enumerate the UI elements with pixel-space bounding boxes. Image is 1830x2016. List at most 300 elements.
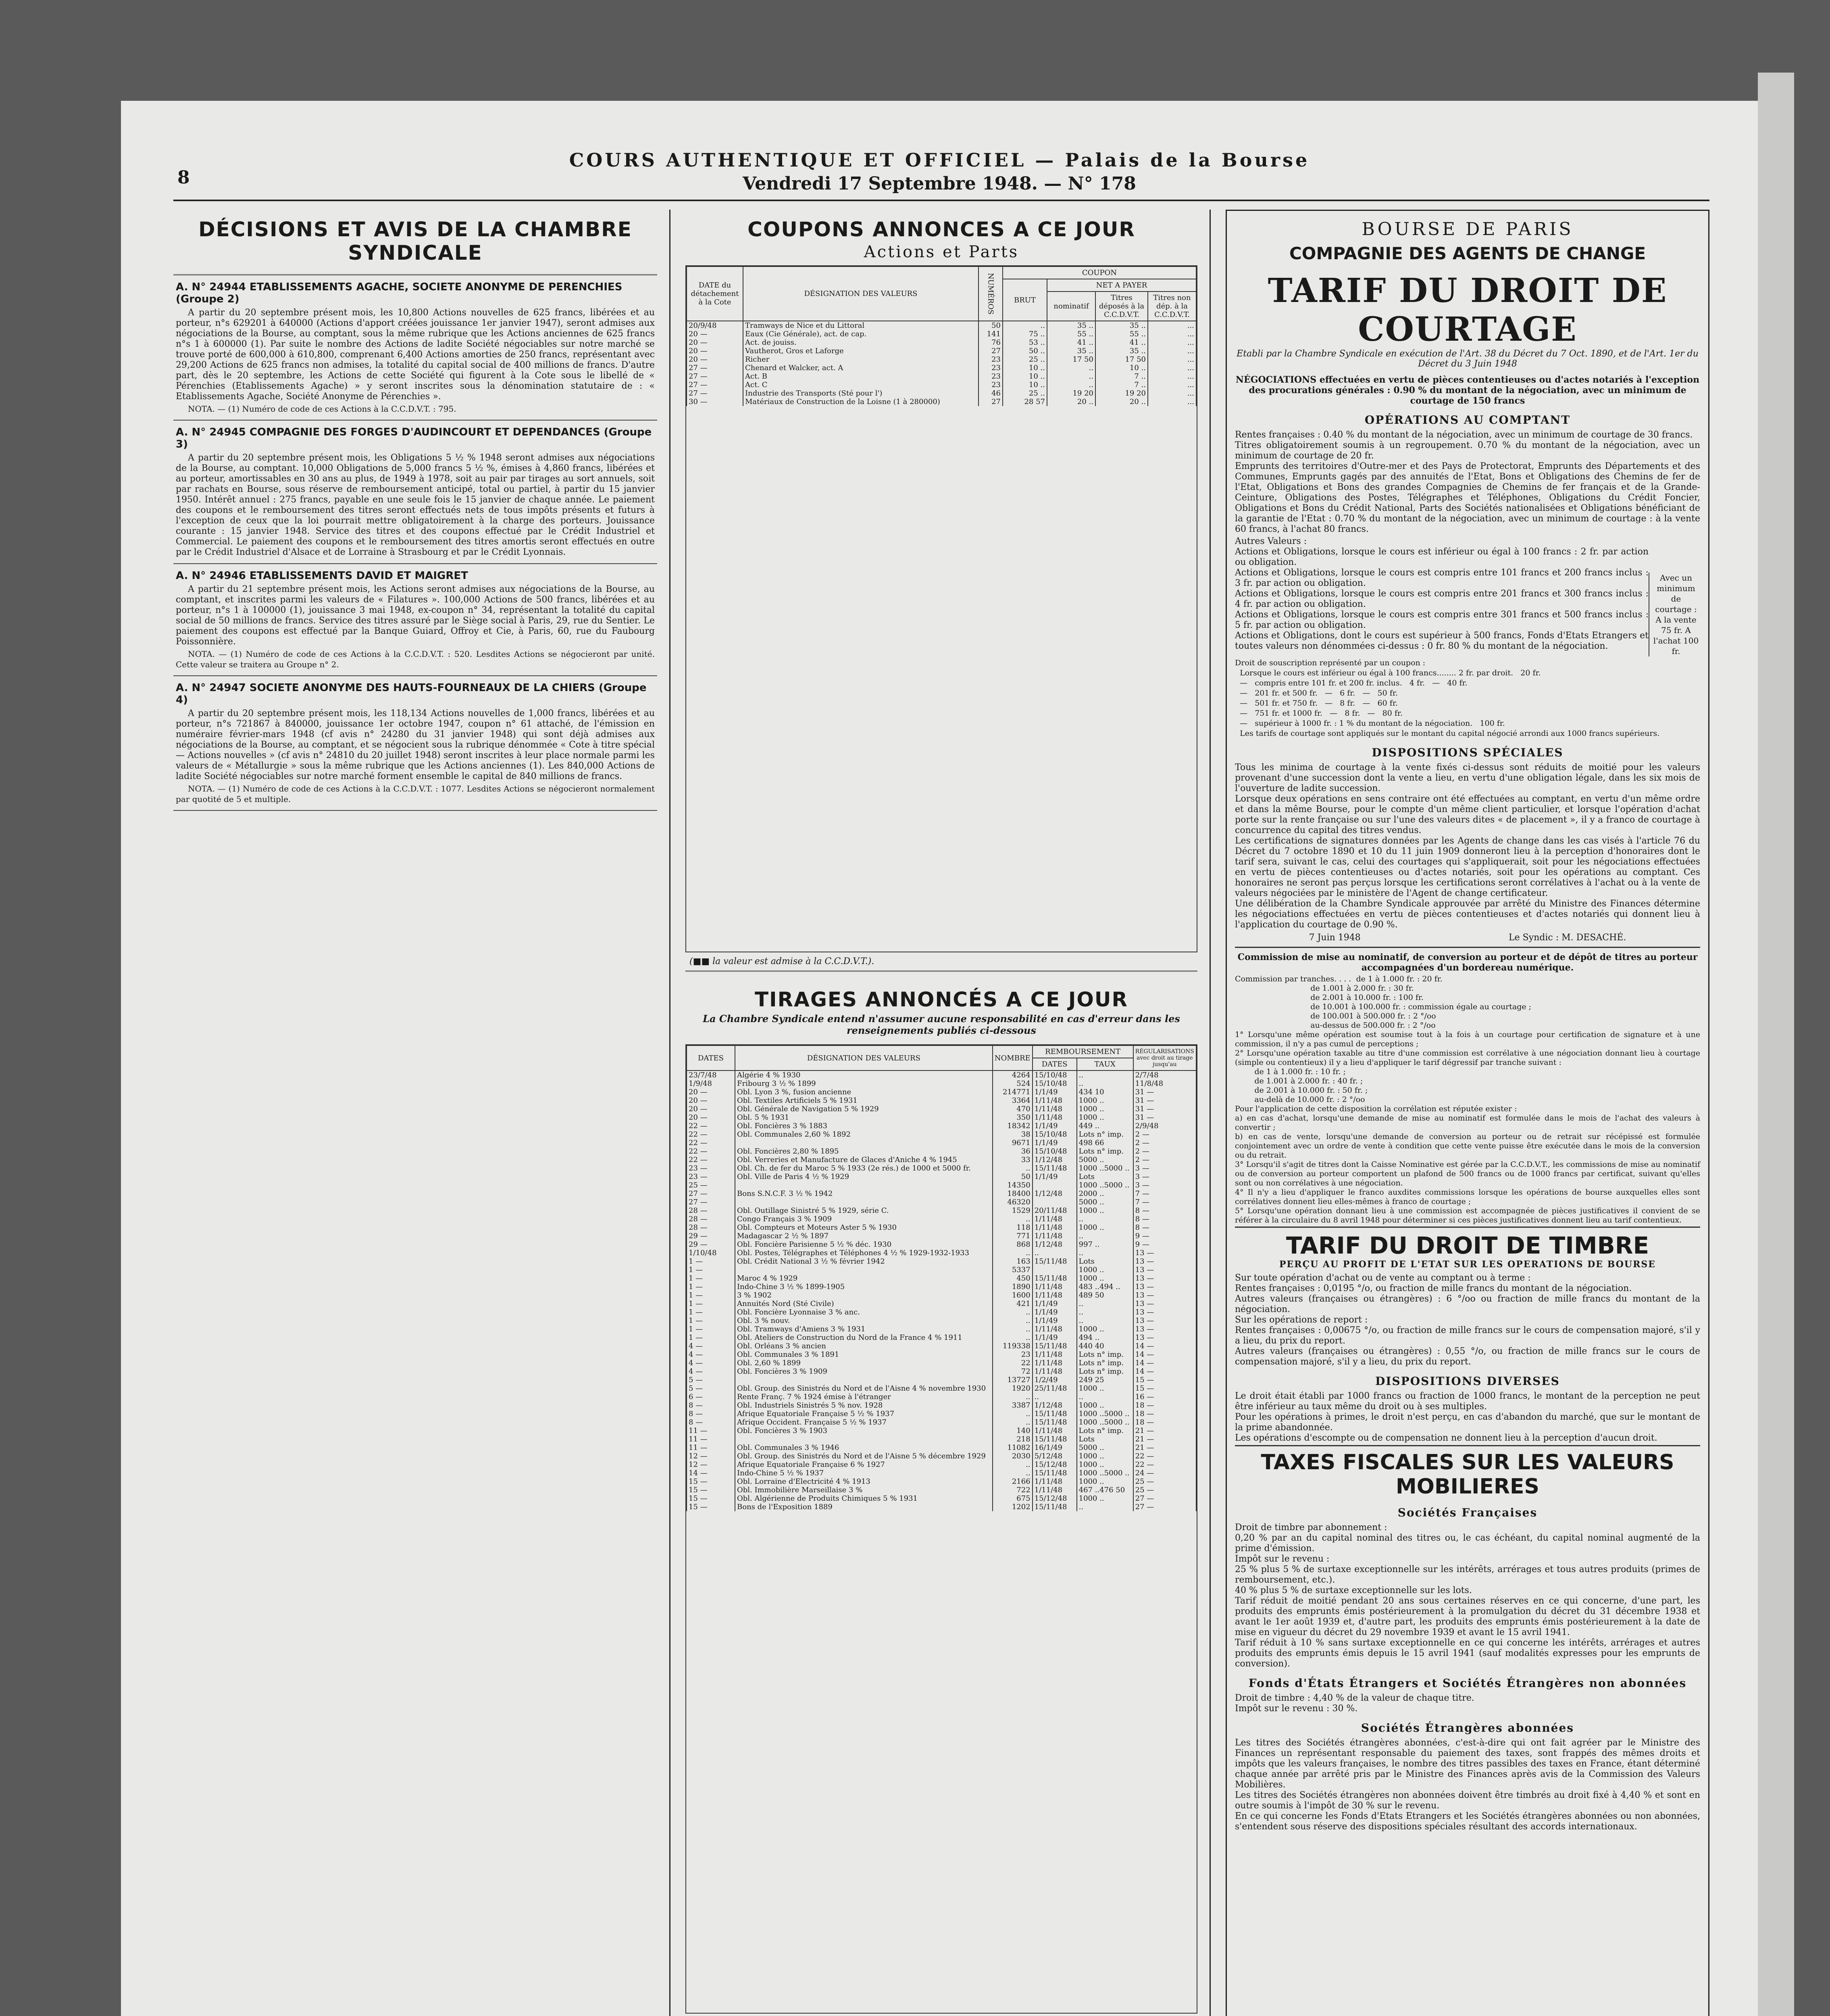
tirage-cell: 18 —: [1133, 1401, 1196, 1410]
tirage-row: [687, 1342, 1196, 1350]
coupon-row: [687, 372, 1196, 381]
coupon-cell: Act. C: [743, 381, 978, 389]
tirage-cell: Obl. Industriels Sinistrés 5 % nov. 1928: [735, 1401, 993, 1410]
tirage-cell: 13 —: [1133, 1266, 1196, 1274]
tirage-cell: 5 —: [687, 1384, 735, 1393]
tirage-cell: 13 —: [1133, 1257, 1196, 1266]
signature-date: 7 Juin 1948: [1309, 933, 1361, 943]
tirage-cell: 13 —: [1133, 1325, 1196, 1333]
coupons-title: COUPONS ANNONCES A CE JOUR: [747, 218, 1135, 241]
tirage-cell: [1033, 1266, 1077, 1274]
tirage-cell: Lots n° imp.: [1077, 1359, 1133, 1367]
tirage-cell: 22 —: [687, 1147, 735, 1156]
operations-text: Rentes françaises : 0.40 % du montant de la négociation, avec un minimum de courtage de 30 francs. Titres obligatoirement soumis à un regroupement. 0.70 % du montant de la négociation, avec un minimum de courtage de 20 fr. Emprunts des territoires d'Outre-mer et des Pays de Protectorat, Emprunts des Départements et des Communes, Emprunts gagés par des annuités de l'Etat, Bons et Obligations des Chemins de fer de l'Etat, Obligations et Bons des grandes Compagnies de Chemins de fer français et de la Grande-Ceinture, Obligations des Postes, Télégraphes et Téléphones, Obligations du Crédit Foncier, Obligations et Bons du Crédit National, Parts des Sociétés nationalisées et Obligations bénéficiant de la garantie de l'Etat : 0.70 % du montant de la négociation, avec un minimum de courtage : à la vente 60 francs, à l'achat 80 francs.: [1235, 430, 1700, 534]
tirage-cell: 1000 ..: [1077, 1274, 1133, 1283]
coupon-cell: ...: [1148, 364, 1196, 372]
tirage-cell: 1920: [993, 1384, 1033, 1393]
tirage-cell: 28 —: [687, 1223, 735, 1232]
tirage-cell: 1000 ..: [1077, 1096, 1133, 1105]
tirage-cell: 15/10/48: [1033, 1130, 1077, 1139]
decisions-list: [173, 275, 657, 811]
tirage-row: [687, 1418, 1196, 1427]
tirage-cell: 1000 ..: [1077, 1384, 1133, 1393]
coupon-cell: 35 ..: [1047, 321, 1095, 330]
tirage-cell: ..: [1077, 1232, 1133, 1240]
bourse-heading: BOURSE DE PARIS: [1362, 219, 1574, 240]
tirage-cell: 15 —: [1133, 1376, 1196, 1384]
tirage-cell: 22 —: [687, 1122, 735, 1130]
page-number: 8: [177, 167, 190, 188]
tirage-cell: 467 ..476 50: [1077, 1486, 1133, 1494]
tirage-cell: 21 —: [1133, 1435, 1196, 1443]
tirage-cell: 1/1/49: [1033, 1333, 1077, 1342]
tirage-cell: 8 —: [687, 1418, 735, 1427]
tirage-cell: Fribourg 3 ½ % 1899: [735, 1079, 993, 1088]
tirage-cell: 1/11/48: [1033, 1113, 1077, 1122]
tirage-cell: 1/1/49: [1033, 1316, 1077, 1325]
tirage-cell: 27 —: [1133, 1494, 1196, 1503]
tirage-cell: 7 —: [1133, 1189, 1196, 1198]
tirage-cell: 1 —: [687, 1283, 735, 1291]
coupon-cell: 35 ..: [1047, 347, 1095, 355]
masthead-date: Vendredi 17 Septembre 1948. — N° 178: [743, 173, 1136, 194]
tirage-cell: 27 —: [687, 1189, 735, 1198]
tirage-cell: 5 —: [687, 1376, 735, 1384]
tirage-cell: Rente Franç. 7 % 1924 émise à l'étranger: [735, 1393, 993, 1401]
tirage-row: [687, 1376, 1196, 1384]
tirage-cell: 1 —: [687, 1291, 735, 1300]
coupon-cell: ..: [1047, 372, 1095, 381]
tirage-cell: [735, 1376, 993, 1384]
tirage-cell: 524: [993, 1079, 1033, 1088]
coupon-cell: ..: [1047, 364, 1095, 372]
minimum-note: Avec un minimum de courtage : A la vente 75 fr. A l'achat 100 fr.: [1649, 573, 1700, 656]
coupon-cell: 20 —: [687, 347, 743, 355]
tirage-cell: 218: [993, 1435, 1033, 1443]
tirage-cell: 20 —: [687, 1113, 735, 1122]
tirage-row: [687, 1435, 1196, 1443]
tirage-cell: 1000 ..: [1077, 1206, 1133, 1215]
operations-title: OPÉRATIONS AU COMPTANT: [1364, 413, 1571, 427]
coupon-cell: 23: [978, 381, 1003, 389]
tirage-row: [687, 1096, 1196, 1105]
tirage-cell: 1/11/48: [1033, 1477, 1077, 1486]
tirage-cell: 46320: [993, 1198, 1033, 1206]
tirage-row: [687, 1333, 1196, 1342]
tirage-cell: Afrique Equatoriale Française 5 ½ % 1937: [735, 1410, 993, 1418]
tirage-cell: Lots n° imp.: [1077, 1427, 1133, 1435]
coupon-cell: 35 ..: [1095, 347, 1148, 355]
tirage-cell: 23 —: [687, 1164, 735, 1173]
column-decisions: [173, 210, 657, 2016]
tirage-cell: Lots n° imp.: [1077, 1147, 1133, 1156]
tirage-cell: 14 —: [1133, 1359, 1196, 1367]
tirage-row: [687, 1469, 1196, 1477]
tirage-cell: 771: [993, 1232, 1033, 1240]
signature-line: [1235, 933, 1700, 943]
tirage-cell: 1000 ..: [1077, 1266, 1133, 1274]
tirage-row: [687, 1266, 1196, 1274]
dispositions-text: Tous les minima de courtage à la vente fixés ci-dessus sont réduits de moitié pour les valeurs provenant d'une succession dont la vente a lieu, en vertu d'une obligation légale, dans les six mois de l'ouverture de ladite succession. Lorsque deux opérations en sens contraire ont été effectuées au comptant, en vertu d'un même ordre et dans la même Bourse, pour le compte d'un même client particulier, et lorsque l'opération d'achat porte sur la rente française ou sur l'une des valeurs dites « de placement », il y a franco de courtage à concurrence du capital des titres vendus. Les certifications de signatures données par les Agents de change dans les cas visés à l'article 76 du Décret du 7 octobre 1890 et 10 du 11 juin 1909 donneront lieu à la perception d'honoraires dont le tarif sera, suivant le cas, celui des courtages qui s'appliquerait, soit pour les négociations effectuées en vertu de pièces contentieuses ou d'actes notariés, soit pour les opérations au comptant. Ces honoraires ne seront pas perçus lorsque les certifications seront corrélatives à l'achat ou à la vente de valeurs négociées par le ministère de l'Agent de change certificateur. Une délibération de la Chambre Syndicale approuvée par arrêté du Ministre des Finances détermine les négociations effectuées en vertu de pièces contentieuses et d'actes notariés qui donnent lieu à l'application du courtage de 0.90 %.: [1235, 762, 1700, 930]
tirage-cell: 483 ..494 ..: [1077, 1283, 1133, 1291]
tirage-cell: ..: [1077, 1215, 1133, 1223]
coupon-cell: 27: [978, 398, 1003, 406]
tirage-cell: 440 40: [1077, 1342, 1133, 1350]
tirage-cell: Maroc 4 % 1929: [735, 1274, 993, 1283]
tirage-cell: Bons S.N.C.F. 3 ½ % 1942: [735, 1189, 993, 1198]
tirage-cell: Indo-Chine 3 ½ % 1899-1905: [735, 1283, 993, 1291]
tirage-cell: 2/7/48: [1133, 1070, 1196, 1079]
tirage-cell: Lots: [1077, 1173, 1133, 1181]
tirage-cell: 7 —: [1133, 1198, 1196, 1206]
tirage-cell: 3364: [993, 1096, 1033, 1105]
tirage-cell: 1/1/49: [1033, 1088, 1077, 1096]
coupons-header-brut: BRUT: [1003, 279, 1047, 321]
tirage-cell: 450: [993, 1274, 1033, 1283]
tirage-cell: 18 —: [1133, 1418, 1196, 1427]
tirage-cell: 50: [993, 1173, 1033, 1181]
tirage-cell: 1000 ..5000 ..: [1077, 1418, 1133, 1427]
tirage-cell: 36: [993, 1147, 1033, 1156]
tirage-row: [687, 1215, 1196, 1223]
coupon-cell: ...: [1148, 347, 1196, 355]
coupon-row: [687, 330, 1196, 338]
tirage-cell: 1529: [993, 1206, 1033, 1215]
tirage-cell: Algérie 4 % 1930: [735, 1070, 993, 1079]
tirage-cell: ..: [993, 1215, 1033, 1223]
coupon-cell: Matériaux de Construction de la Loisne (1 à 280000): [743, 398, 978, 406]
column-coupons-tirages: [685, 210, 1197, 2016]
tirage-cell: 1/12/48: [1033, 1401, 1077, 1410]
commission-text: Commission par tranches. . . . de 1 à 1.000 fr. : 20 fr. de 1.001 à 2.000 fr. : 30 fr. de 2.001 à 10.000 fr. : 100 fr. de 10.001 à 100.000 fr. : commission égale au courtage ; de 100.001 à 500.000 fr. : 2 °/oo au-dessus de 500.000 fr. : 2 °/oo 1° Lorsqu'une même opération est soumise tout à la fois à un courtage pour certification de signature et à une commission, il n'y a pas cumul de perceptions ; 2° Lorsqu'une opération taxable au titre d'une commission est corrélative à une négociation donnant lieu à courtage (simple ou contentieux) il y a lieu d'appliquer le tarif dégressif par tranche suivant : de 1 à 1.000 fr. : 10 fr. ; de 1.001 à 2.000 fr. : 40 fr. ; de 2.001 à 10.000 fr. : 50 fr. ; au-delà de 10.000 fr. : 2 °/oo Pour l'application de cette disposition la corrélation est réputée exister : a) en cas d'achat, lorsqu'une demande de mise au nominatif est formulée dans le mois de l'achat des valeurs à convertir ; b) en cas de vente, lorsqu'une demande de conversion au porteur ou de retrait sur récépissé est formulée conjointement avec un ordre de vente à condition que cette vente puisse être exécutée dans le mois de la conversion ou du retrait. 3° Lorsqu'il s'agit de titres dont la Caisse Nominative est gérée par la C.C.D.V.T., les commissions de mise au nominatif ou de conversion au porteur comportent un plafond de 500 francs ou de 1000 francs par certificat, suivant qu'elles sont ou non corrélatives à une négociation. 4° Il n'y a lieu d'appliquer le franco auxdites commissions lorsque les opérations de bourse auxquelles elles sont corrélatives donnent lieu elles-mêmes à franco de courtage ; 5° Lorsqu'une opération donnant lieu à une commission est accompagnée de pièces justificatives il convient de se référer à la circulaire du 8 avril 1948 pour déterminer si ces pièces justificatives donnent lieu au tarif contentieux.: [1235, 975, 1700, 1225]
decision-nota: NOTA. — (1) Numéro de code de ces Actions à la C.C.D.V.T. : 795.: [188, 404, 456, 414]
decision-heading: A. N° 24944 ETABLISSEMENTS AGACHE, SOCIETE ANONYME DE PERENCHIES (Groupe 2): [176, 281, 622, 305]
coupon-cell: 25 ..: [1003, 355, 1047, 364]
tarif-courtage-subtitle: Etabli par la Chambre Syndicale en exécution de l'Art. 38 du Décret du 7 Oct. 1890, et de l'Art. 1er du Décret du 3 Juin 1948: [1237, 349, 1699, 369]
tirage-cell: Obl. Orléans 3 % ancien: [735, 1342, 993, 1350]
tirage-cell: 1000 ..5000 ..: [1077, 1164, 1133, 1173]
tirage-cell: 1000 ..: [1077, 1105, 1133, 1113]
tirage-cell: Obl. Foncières 3 % 1883: [735, 1122, 993, 1130]
tirage-cell: 13727: [993, 1376, 1033, 1384]
tirage-cell: 1000 ..5000 ..: [1077, 1410, 1133, 1418]
decision-body: A partir du 21 septembre présent mois, les Actions seront admises aux négociations de la Bourse, au comptant, et inscrites parmi les valeurs de « Filatures ». 100,000 Actions de 500 francs, libérées et au porteur, n°s 1 à 100000 (1), jouissance 3 mai 1948, ex-coupon n° 34, représentant la totalité du capital social de 50 millions de francs. Service des titres assuré par le Siège social à Paris, 29, rue du Sentier. Le paiement des coupons est effectué par la Banque Guiard, Offroy et Cie, à Paris, 60, rue du Faubourg Poissonnière.: [176, 584, 655, 647]
tirage-cell: 1000 ..: [1077, 1452, 1133, 1460]
commission-block: [1235, 947, 1700, 1225]
tirage-cell: 1/1/49: [1033, 1122, 1077, 1130]
tirage-cell: 1/11/48: [1033, 1367, 1077, 1376]
taxes-title: TAXES FISCALES SUR LES VALEURS MOBILIERES: [1261, 1450, 1674, 1499]
tirage-cell: 1/1/49: [1033, 1173, 1077, 1181]
tirage-cell: ..: [993, 1325, 1033, 1333]
coupon-cell: 55 ..: [1047, 330, 1095, 338]
tirage-cell: Obl. Tramways d'Amiens 3 % 1931: [735, 1325, 993, 1333]
coupon-cell: ..: [1003, 321, 1047, 330]
coupons-subtitle: Actions et Parts: [864, 243, 1019, 261]
tirage-cell: 421: [993, 1300, 1033, 1308]
tirage-row: [687, 1139, 1196, 1147]
tirage-row: [687, 1156, 1196, 1164]
decision-nota: NOTA. — (1) Numéro de code de ces Actions à la C.C.D.V.T. : 520. Lesdites Actions se négocieront par unité. Cette valeur se traitera au Groupe n° 2.: [176, 649, 655, 669]
tirage-cell: 16/1/49: [1033, 1443, 1077, 1452]
tirage-cell: 15 —: [687, 1486, 735, 1494]
tirage-cell: 140: [993, 1427, 1033, 1435]
tirage-cell: 11/8/48: [1133, 1079, 1196, 1088]
coupon-cell: 46: [978, 389, 1003, 398]
fonds-title: Fonds d'États Étrangers et Sociétés Étrangères non abonnées: [1248, 1677, 1687, 1690]
tirage-cell: 1 —: [687, 1308, 735, 1316]
coupon-cell: 75 ..: [1003, 330, 1047, 338]
tirage-cell: 9671: [993, 1139, 1033, 1147]
tirage-cell: 38: [993, 1130, 1033, 1139]
tirage-cell: 1000 ..: [1077, 1460, 1133, 1469]
tirage-cell: 722: [993, 1486, 1033, 1494]
tirage-cell: 5/12/48: [1033, 1452, 1077, 1460]
tirage-row: [687, 1427, 1196, 1435]
coupon-cell: ...: [1148, 330, 1196, 338]
tirage-cell: 21 —: [1133, 1427, 1196, 1435]
tirage-cell: Lots: [1077, 1435, 1133, 1443]
tirage-cell: [735, 1435, 993, 1443]
coupon-cell: 27 —: [687, 372, 743, 381]
tirage-cell: 1/2/49: [1033, 1376, 1077, 1384]
tirage-cell: 24 —: [1133, 1469, 1196, 1477]
tirage-cell: 14350: [993, 1181, 1033, 1189]
tirage-row: [687, 1257, 1196, 1266]
tirage-row: [687, 1274, 1196, 1283]
coupon-cell: 23: [978, 372, 1003, 381]
tirage-cell: 1890: [993, 1283, 1033, 1291]
tirage-cell: 6 —: [687, 1393, 735, 1401]
tirage-row: [687, 1088, 1196, 1096]
autres-valeurs-text: Autres Valeurs : Actions et Obligations, lorsque le cours est inférieur ou égal à 100 francs : 2 fr. par action ou obligation. Actions et Obligations, lorsque le cours est compris entre 101 francs et 200 francs inclus : 3 fr. par action ou obligation. Actions et Obligations, lorsque le cours est compris entre 201 francs et 300 francs inclus : 4 fr. par action ou obligation. Actions et Obligations, lorsque le cours est compris entre 301 francs et 500 francs inclus : 5 fr. par action ou obligation. Actions et Obligations, dont le cours est supérieur à 500 francs, Fonds d'Etats Etrangers et toutes valeurs non dénommées ci-dessus : 0 fr. 80 % du montant de la négociation.: [1235, 536, 1649, 651]
tirage-cell: 14 —: [1133, 1367, 1196, 1376]
tirage-cell: 15 —: [1133, 1384, 1196, 1393]
tirage-cell: 18400: [993, 1189, 1033, 1198]
tirage-cell: 22 —: [1133, 1460, 1196, 1469]
tirage-cell: Obl. Postes, Télégraphes et Téléphones 4 ½ % 1929-1932-1933: [735, 1249, 993, 1257]
tirage-cell: 12 —: [687, 1452, 735, 1460]
tirages-table: [686, 1045, 1197, 1511]
fonds-text: Droit de timbre : 4,40 % de la valeur de chaque titre. Impôt sur le revenu : 30 %.: [1235, 1693, 1474, 1714]
tirage-cell: ..: [1077, 1308, 1133, 1316]
tirage-cell: 15/12/48: [1033, 1494, 1077, 1503]
coupon-cell: ..: [1047, 381, 1095, 389]
tirage-cell: 1/10/48: [687, 1249, 735, 1257]
timbre-subtitle: PERÇU AU PROFIT DE L'ETAT SUR LES OPERATIONS DE BOURSE: [1279, 1259, 1656, 1270]
tirage-cell: Obl. 3 % nouv.: [735, 1316, 993, 1325]
tirage-cell: 15/10/48: [1033, 1147, 1077, 1156]
coupons-header-non-deposes: Titres non dép. à la C.C.D.V.T.: [1148, 292, 1196, 321]
tirage-cell: 13 —: [1133, 1308, 1196, 1316]
decision-heading: A. N° 24945 COMPAGNIE DES FORGES D'AUDINCOURT ET DEPENDANCES (Groupe 3): [176, 426, 652, 450]
tirage-cell: 3387: [993, 1401, 1033, 1410]
tirage-cell: 28 —: [687, 1206, 735, 1215]
tirage-cell: 1 —: [687, 1274, 735, 1283]
coupon-cell: 76: [978, 338, 1003, 347]
tirage-cell: Obl. Communales 3 % 1891: [735, 1350, 993, 1359]
tirage-cell: 1/11/48: [1033, 1359, 1077, 1367]
tirage-row: [687, 1147, 1196, 1156]
coupon-row: [687, 321, 1196, 330]
coupon-cell: 28 57: [1003, 398, 1047, 406]
tirage-cell: 29 —: [687, 1240, 735, 1249]
tirage-cell: 11 —: [687, 1427, 735, 1435]
coupon-row: [687, 381, 1196, 389]
coupon-cell: 30 —: [687, 398, 743, 406]
decision-heading: A. N° 24946 ETABLISSEMENTS DAVID ET MAIGRET: [176, 570, 468, 582]
coupons-header-coupon: COUPON: [1003, 267, 1196, 279]
coupon-cell: 35 ..: [1095, 321, 1148, 330]
tirage-cell: 868: [993, 1240, 1033, 1249]
diverses-text: Le droit était établi par 1000 francs ou fraction de 1000 francs, le montant de la perception ne peut être inférieur au taux même du droit ou à ses multiples. Pour les opérations à primes, le droit n'est perçu, en cas d'abandon du marché, que sur le montant de la prime abandonnée. Les opérations d'escompte ou de compensation ne donnent lieu à la perception d'aucun droit.: [1235, 1391, 1700, 1443]
tirage-cell: 1/1/49: [1033, 1139, 1077, 1147]
tirage-cell: 214771: [993, 1088, 1033, 1096]
tirage-cell: 1600: [993, 1291, 1033, 1300]
tirage-cell: 1000 ..: [1077, 1113, 1133, 1122]
tirage-cell: 3 —: [1133, 1173, 1196, 1181]
tirage-cell: Obl. 5 % 1931: [735, 1113, 993, 1122]
coupons-header-deposes: Titres déposés à la C.C.D.V.T.: [1095, 292, 1148, 321]
tirage-cell: Madagascar 2 ½ % 1897: [735, 1232, 993, 1240]
tirage-cell: 1/11/48: [1033, 1283, 1077, 1291]
tirage-cell: 4 —: [687, 1342, 735, 1350]
page-edge: [1758, 73, 1794, 2016]
coupon-cell: ...: [1148, 338, 1196, 347]
tirage-cell: 498 66: [1077, 1139, 1133, 1147]
tirage-row: [687, 1477, 1196, 1486]
tirage-cell: 22 —: [687, 1156, 735, 1164]
tirage-cell: 3 —: [1133, 1164, 1196, 1173]
coupons-rows: [687, 321, 1196, 406]
tirage-row: [687, 1181, 1196, 1189]
tirage-cell: Obl. Textiles Artificiels 5 % 1931: [735, 1096, 993, 1105]
tirage-row: [687, 1460, 1196, 1469]
tirage-cell: Obl. Communales 3 % 1946: [735, 1443, 993, 1452]
tirage-cell: 14 —: [1133, 1350, 1196, 1359]
coupons-note: (■■ la valeur est admise à la C.C.D.V.T.).: [685, 952, 1197, 972]
tirage-cell: 25 —: [1133, 1486, 1196, 1494]
tirage-cell: 20/11/48: [1033, 1206, 1077, 1215]
tirage-cell: 2 —: [1133, 1147, 1196, 1156]
souscription-text: Droit de souscription représenté par un coupon : Lorsque le cours est inférieur ou égal à 100 francs........ 2 fr. par droit. 20 fr. — compris entre 101 fr. et 200 fr. inclus. 4 fr. — 40 fr. — 201 fr. et 500 fr. — 6 fr. — 50 fr. — 501 fr. et 750 fr. — 8 fr. — 60 fr. — 751 fr. et 1000 fr. — 8 fr. — 80 fr. — supérieur à 1000 fr. : 1 % du montant de la négociation. 100 fr. Les tarifs de courtage sont appliqués sur le montant du capital négocié arrondi aux 1000 francs supérieurs.: [1235, 658, 1660, 738]
tirage-cell: 5000 ..: [1077, 1198, 1133, 1206]
tirage-cell: 3 % 1902: [735, 1291, 993, 1300]
tirages-header-designation: DÉSIGNATION DES VALEURS: [735, 1045, 993, 1070]
tirage-cell: 2000 ..: [1077, 1189, 1133, 1198]
taxes-block: [1235, 1445, 1700, 1832]
soc-fr-text: Droit de timbre par abonnement : 0,20 % par an du capital nominal des titres ou, le cas échéant, du capital nominal augmenté de la prime d'émission. Impôt sur le revenu : 25 % plus 5 % de surtaxe exceptionnelle sur les intérêts, arrérages et tous autres produits (primes de remboursement, etc.). 40 % plus 5 % de surtaxe exceptionnelle sur les lots. Tarif réduit de moitié pendant 20 ans sous certaines réserves en ce qui concerne, d'une part, les produits des emprunts émis postérieurement à la promulgation du décret du 31 décembre 1938 et avant le 1er août 1939 et, d'autre part, les produits des emprunts émis postérieurement à la date de mise en vigueur du décret du 29 novembre 1939 et avant le 15 avril 1941. Tarif réduit à 10 % sans surtaxe exceptionnelle en ce qui concerne les intérêts, arrérages et autres produits des emprunts émis depuis le 15 avril 1941 (sauf modalités expresses pour les emprunts de conversion).: [1235, 1522, 1700, 1669]
coupon-cell: 27 —: [687, 381, 743, 389]
tirage-cell: 1/9/48: [687, 1079, 735, 1088]
tirage-cell: 22 —: [687, 1139, 735, 1147]
tirage-cell: 11 —: [687, 1443, 735, 1452]
coupon-row: [687, 364, 1196, 372]
tirage-cell: 5337: [993, 1266, 1033, 1274]
coupon-cell: Act. B: [743, 372, 978, 381]
tirage-cell: 494 ..: [1077, 1333, 1133, 1342]
decisions-title: DÉCISIONS ET AVIS DE LA CHAMBRE SYNDICALE: [173, 210, 657, 275]
tirage-row: [687, 1232, 1196, 1240]
coupon-cell: 27 —: [687, 364, 743, 372]
timbre-title: TARIF DU DROIT DE TIMBRE: [1286, 1232, 1649, 1259]
tirage-cell: Lots n° imp.: [1077, 1350, 1133, 1359]
coupon-cell: 41 ..: [1095, 338, 1148, 347]
tirage-cell: 29 —: [687, 1232, 735, 1240]
tirage-cell: ..: [993, 1469, 1033, 1477]
tirages-table-frame: [685, 1044, 1197, 2014]
tirage-row: [687, 1113, 1196, 1122]
decision-body: A partir du 20 septembre présent mois, les Obligations 5 ½ % 1948 seront admises aux négociations de la Bourse, au comptant. 10,000 Obligations de 5,000 francs 5 ½ %, émises à 4,860 francs, libérées et au porteur, amortissables en 30 ans au plus, de 1949 à 1978, soit au pair par tirages au sort annuels, soit par rachats en Bourse, sous réserve de remboursement anticipé, total ou partiel, à partir du 15 janvier 1950. Intérêt annuel : 275 francs, payable en une seule fois le 15 janvier de chaque année. Le paiement des coupons et le remboursement des titres seront effectués nets de tous impôts présents et futurs à l'exception de ceux que la loi pourrait mettre obligatoirement à la charge des porteurs. Jouissance courante : 15 janvier 1948. Service des titres et des coupons effectué par le Crédit Industriel et Commercial. Le paiement des coupons et le remboursement des titres amortis seront effectués en outre par le Crédit Industriel d'Alsace et de Lorraine à Strasbourg et par le Crédit Lyonnais.: [176, 453, 655, 557]
tirage-row: [687, 1105, 1196, 1113]
coupons-header-designation: DÉSIGNATION DES VALEURS: [743, 267, 978, 321]
tirage-cell: 1/11/48: [1033, 1486, 1077, 1494]
coupon-cell: 20 ..: [1095, 398, 1148, 406]
tirage-cell: 8 —: [1133, 1206, 1196, 1215]
tirage-cell: 13 —: [1133, 1249, 1196, 1257]
tirage-row: [687, 1206, 1196, 1215]
tirage-cell: 9 —: [1133, 1240, 1196, 1249]
tirage-cell: 4 —: [687, 1359, 735, 1367]
tirage-row: [687, 1223, 1196, 1232]
decision-body: A partir du 20 septembre présent mois, les 118,134 Actions nouvelles de 1,000 francs, libérées et au porteur, n°s 721867 à 840000, jouissance 1er octobre 1947, coupon n° 61 attaché, de l'émission en numéraire février-mars 1948 (cf avis n° 24280 du 31 janvier 1948) qui sont déjà admises aux négociations de la Bourse, au comptant, et se négocient sous la rubrique dénommée « Cote à titre spécial — Actions nouvelles » (cf avis n° 24810 du 20 juillet 1948) seront inscrites à leur place normale parmi les valeurs de « Métallurgie » sous la même rubrique que les Actions anciennes (1). Les 840,000 Actions de ladite Société négociables sur notre marché forment ensemble le capital de 840 millions de francs.: [176, 708, 655, 781]
tirage-cell: 1/11/48: [1033, 1232, 1077, 1240]
tirage-cell: 15/10/48: [1033, 1079, 1077, 1088]
tirages-header-remboursement: REMBOURSEMENT: [1033, 1045, 1133, 1058]
tirage-cell: Obl. Générale de Navigation 5 % 1929: [735, 1105, 993, 1113]
tirage-cell: 31 —: [1133, 1088, 1196, 1096]
coupon-cell: ...: [1148, 381, 1196, 389]
tirage-cell: 27 —: [1133, 1503, 1196, 1511]
coupon-cell: Act. de jouiss.: [743, 338, 978, 347]
coupon-cell: 50: [978, 321, 1003, 330]
tirage-cell: Obl. Ville de Paris 4 ½ % 1929: [735, 1173, 993, 1181]
masthead-title: COURS AUTHENTIQUE ET OFFICIEL — Palais de la Bourse: [569, 149, 1310, 171]
tirage-cell: Bons de l'Exposition 1889: [735, 1503, 993, 1511]
tirage-cell: 13 —: [1133, 1300, 1196, 1308]
tirage-cell: 20 —: [687, 1105, 735, 1113]
tirage-cell: Obl. Foncières 3 % 1909: [735, 1367, 993, 1376]
tirage-cell: 1/11/48: [1033, 1215, 1077, 1223]
tirage-cell: 1000 ..: [1077, 1223, 1133, 1232]
tirage-cell: 15/10/48: [1033, 1070, 1077, 1079]
tirage-cell: 15/11/48: [1033, 1410, 1077, 1418]
coupon-cell: 141: [978, 330, 1003, 338]
tirage-cell: 118: [993, 1223, 1033, 1232]
tirage-cell: 489 50: [1077, 1291, 1133, 1300]
decision-entry: [173, 275, 657, 421]
tirage-cell: [1033, 1181, 1077, 1189]
tirage-cell: 14 —: [1133, 1342, 1196, 1350]
tirage-cell: Obl. Foncières 3 % 1903: [735, 1427, 993, 1435]
tirage-row: [687, 1503, 1196, 1511]
coupon-cell: 27: [978, 347, 1003, 355]
tirage-cell: 31 —: [1133, 1096, 1196, 1105]
tirage-cell: 1/11/48: [1033, 1427, 1077, 1435]
coupon-cell: 25 ..: [1003, 389, 1047, 398]
tirage-cell: Annuités Nord (Sté Civile): [735, 1300, 993, 1308]
tirage-row: [687, 1308, 1196, 1316]
tirage-cell: 13 —: [1133, 1291, 1196, 1300]
coupon-row: [687, 389, 1196, 398]
tirage-cell: ..: [993, 1316, 1033, 1325]
coupon-cell: 7 ..: [1095, 372, 1148, 381]
tirage-row: [687, 1316, 1196, 1325]
coupons-header-numeros: NUMÉROS: [978, 267, 1003, 321]
negociations-text: NÉGOCIATIONS effectuées en vertu de pièces contentieuses ou d'actes notariés à l'exception des procurations générales : 0.90 % du montant de la négociation, avec un minimum de courtage de 150 francs: [1235, 375, 1700, 406]
tirage-cell: ..: [1077, 1079, 1133, 1088]
tirage-cell: 33: [993, 1156, 1033, 1164]
